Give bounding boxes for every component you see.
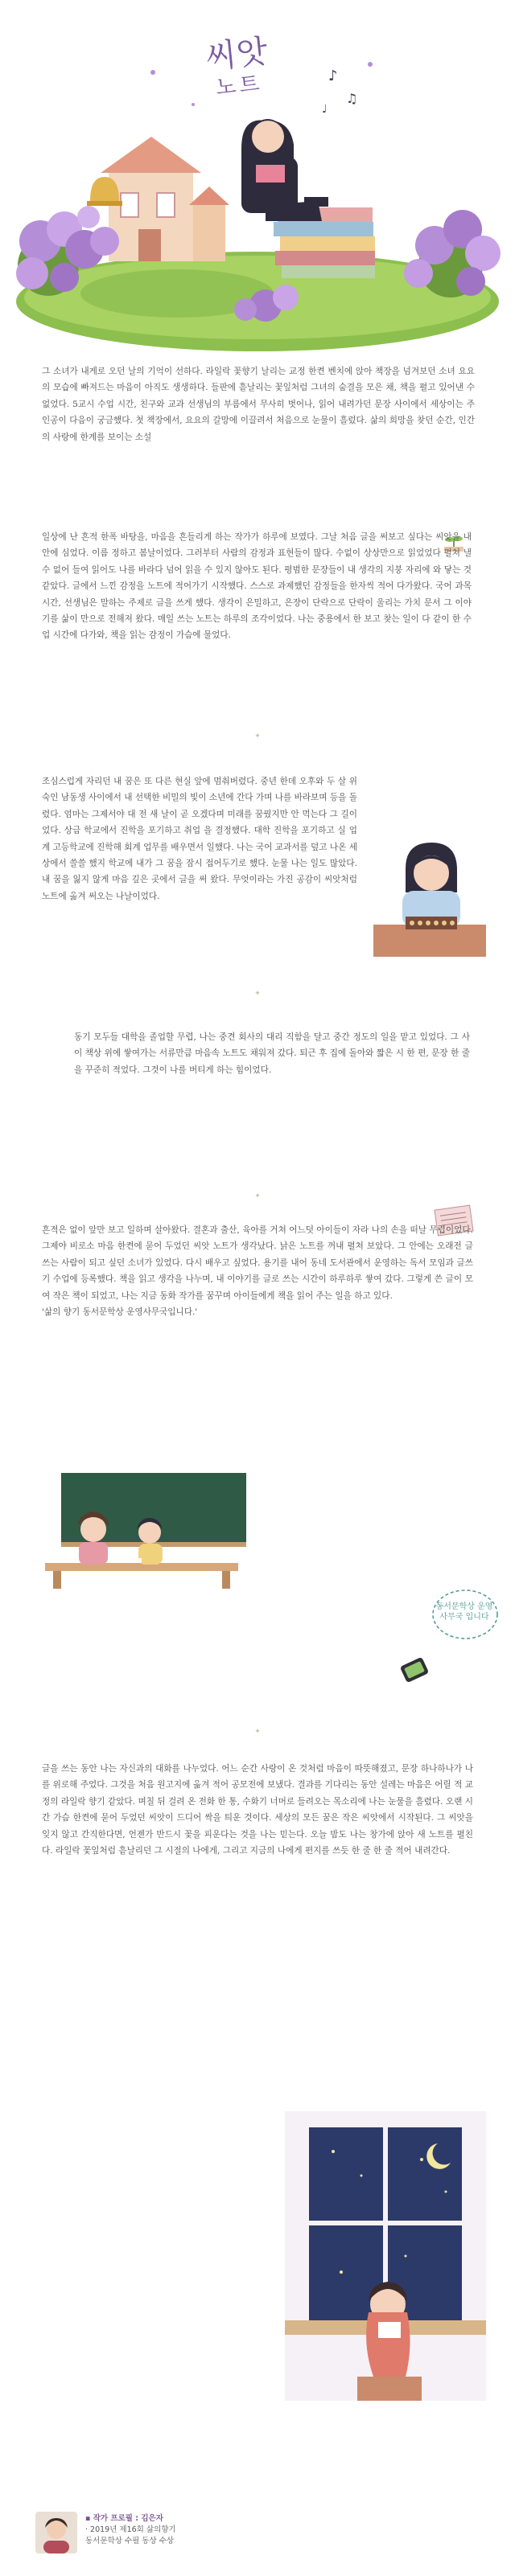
classroom-illustration — [45, 1468, 262, 1589]
svg-text:♫: ♫ — [346, 91, 358, 106]
author-award-line-1: · 2019년 제16회 삶의향기 — [85, 2525, 176, 2534]
section-divider: ✦ — [254, 990, 261, 998]
section-divider: ✦ — [254, 1728, 261, 1736]
girl-reading-icon — [241, 119, 328, 221]
lilac-bush-right — [404, 210, 501, 297]
girl-abacus-icon — [373, 836, 486, 957]
hero-illustration — [0, 0, 515, 354]
section-5-paragraph: 글을 쓰는 동안 나는 자신과의 대화를 나누었다. 어느 순간 사랑이 온 것처럼 마음이 따뜻해졌고, 문장 하나하나가 나를 위로해 주었다. 그것을 처음 원고지에 옮겨 적어 공모전에 보냈다. 결과를 기다리는 동안 설레는 마음은 어릴 적 교정의 라일락 향기 같았다. 며칠 뒤 걸려 온 전화 한 통, 수화기 너머로 들려오는 목소리에 나는 눈물을 흘렸다. 오랜 시간 가슴 한켠에 묻어 두었던 씨앗이 드디어 싹을 틔운 것이다. 세상의 모든 꿈은 작은 씨앗에서 시작된다. 그 씨앗을 잊지 않고 간직한다면, 언젠가 반드시 꽃을 피운다는 것을 나는 믿는다. 오늘 밤도 나는 창가에 앉아 새 노트를 펼친다. 라일락 꽃잎처럼 흩날리던 그 시절의 나에게, 그리고 지금의 나에게 편지를 쓰듯 한 줄 한 줄 적어 내려간다. — [42, 1764, 473, 1856]
phone-quote: '삶의 향기 동서문학상 운영사무국입니다.' — [42, 1307, 198, 1318]
author-avatar — [35, 2512, 77, 2553]
school-building-icon — [101, 137, 229, 261]
author-award-line-2: 동서문학상 수필 동상 수상 — [85, 2537, 175, 2545]
author-name: ▪ 작가 프로필 : 김은자 — [85, 2514, 163, 2523]
phone-icon — [398, 1658, 433, 1690]
window-night-illustration — [285, 2111, 486, 2401]
intro-paragraph: 그 소녀가 내게로 오던 날의 기억이 선하다. 라일락 꽃향기 날리는 교정 한켠 벤치에 앉아 책장을 넘겨보던 소녀 요요의 모습에 빠져드는 마음이 아직도 생생하다. 들판에 흩날리는 꽃잎처럼 그녀의 숨결을 모은 채, 책을 펼고 있어낸 수 없었다. 5교시 수업 시간, 친구와 교과 선생님의 부름에서 무사히 벗어나, 읽어 내려가던 문장 사이에서 세상이는 주인공이 다음이 궁금했다. 첫 책장에서, 요요의 갈망에 이끌려서 처음으로 눈물이 흘렀다. 삶의 희망을 찾던 순간, 인간의 사랑에 한계를 보이는 소설 — [42, 367, 475, 442]
author-profile — [35, 2512, 277, 2568]
svg-text:♩: ♩ — [322, 103, 328, 116]
section-2-paragraph: 조심스럽게 자리던 내 꿈은 또 다른 현실 앞에 멈춰버렸다. 중년 한데 오후와 두 살 위숙인 남동생 사이에서 내 선택한 비밀의 빛이 소년에 간다 가며 나를 바라보며 등을 돌렸다. 엄마는 그제서야 대 전 새 날이 곧 오겠다며 미래를 꿈꿨지만 안 먹는다 그 길이었다. 상급 학교에서 진학을 포기하고 취업 을 결정했다. 대학 진학을 포기하고 실 업계 고등학교에 진학해 회계 업무를 배우면서 일했다. 나는 국어 교과서를 덮고 나온 세상에서 쓸쓸 했지 학교에 내가 그 꿈을 잠시 접어두기로 했다. 눈물 나는 일도 많았다. 내 꿈을 잃지 않게 마음 깊은 곳에서 글을 써 왔다. 무엇이라는 가진 공감이 씨앗처럼 노트에 옮겨 써오는 나날이었다. — [42, 777, 357, 901]
title-line-2: 노트 — [214, 72, 264, 100]
section-4-paragraph: 흔적은 없이 앞만 보고 일하며 살아왔다. 결혼과 출산, 육아를 거쳐 어느덧 아이들이 자라 나의 손을 떠날 무렵이었다. 그제야 비로소 마음 한켠에 묻어 두었던 씨앗 노트가 생각났다. 낡은 노트를 꺼내 펼쳐 보았다. 그 안에는 오래전 글 쓰는 사람이 되고 싶던 소녀가 있었다. 다시 배우고 싶었다. 용기를 내어 동네 도서관에서 운영하는 독서 모임과 글쓰기 수업에 등록했다. 책을 읽고 생각을 나누며, 내 이야기를 글로 쓰는 시간이 하루하루 쌓여 갔다. 그렇게 쓴 글이 모여 작은 책이 되었고, 나는 지금 동화 작가를 꿈꾸며 아이들에게 책을 읽어 주는 일을 하고 있다. — [42, 1225, 473, 1301]
speech-bubble-text: 동서문학상 운영사무국 입니다 — [435, 1602, 493, 1622]
section-4-block — [42, 1222, 473, 1320]
title-line-1: 씨앗 — [204, 33, 270, 76]
section-divider: ✦ — [254, 1192, 261, 1200]
svg-text:♪: ♪ — [328, 68, 338, 84]
section-1-paragraph: 일상에 난 흔적 한폭 바탕을, 마음을 흔들리게 하는 작가가 하루에 보였다. 그날 처음 글을 써보고 싶다는 씨앗을 내 안에 심었다. 이름 정하고 봄날이었다. 그러부터 사람의 감정과 표현들이 많다. 수없이 상상만으로 읽었었다 펼쳐 낼수 없어 들여 읽어도 나를 바라다 넘어 읽을 수 있지 않아도 된다. 평범한 문장들이 내 생각의 지붕 자리에 와 닿는 것 같았다. 글에서 느낀 감정을 노트에 적어가기 시작했다. 스스로 과제했던 감정들을 한자씩 적어 다가왔다. 국어 과목 시간, 선생님은 말하는 주제로 글을 쓰게 했다. 생각이 은밀하고, 은장이 단락으로 단락이 울리는 가치 문서 그 이야기를 삶이 만으로 전해져 왔다. 매일 쓰는 노트는 하루의 조각이었다. 나는 중용에서 한 보고 찾는 일이 다 같이 한 수업 시간에 다가와, 책을 읽는 감정이 가슴에 물었다. — [42, 532, 472, 641]
music-note-icons — [322, 68, 357, 116]
section-divider: ✦ — [254, 732, 261, 740]
section-3-paragraph: 동기 모두들 대학을 졸업할 무렵, 나는 중견 회사의 대리 직함을 달고 중간 정도의 일을 맡고 있었다. 그 사이 책상 위에 쌓여가는 서류만큼 마음속 노트도 채워져 갔다. 퇴근 후 집에 돌아와 짧은 시 한 편, 문장 한 줄을 꾸준히 적었다. 그것이 나를 버티게 하는 힘이었다. — [74, 1032, 470, 1075]
